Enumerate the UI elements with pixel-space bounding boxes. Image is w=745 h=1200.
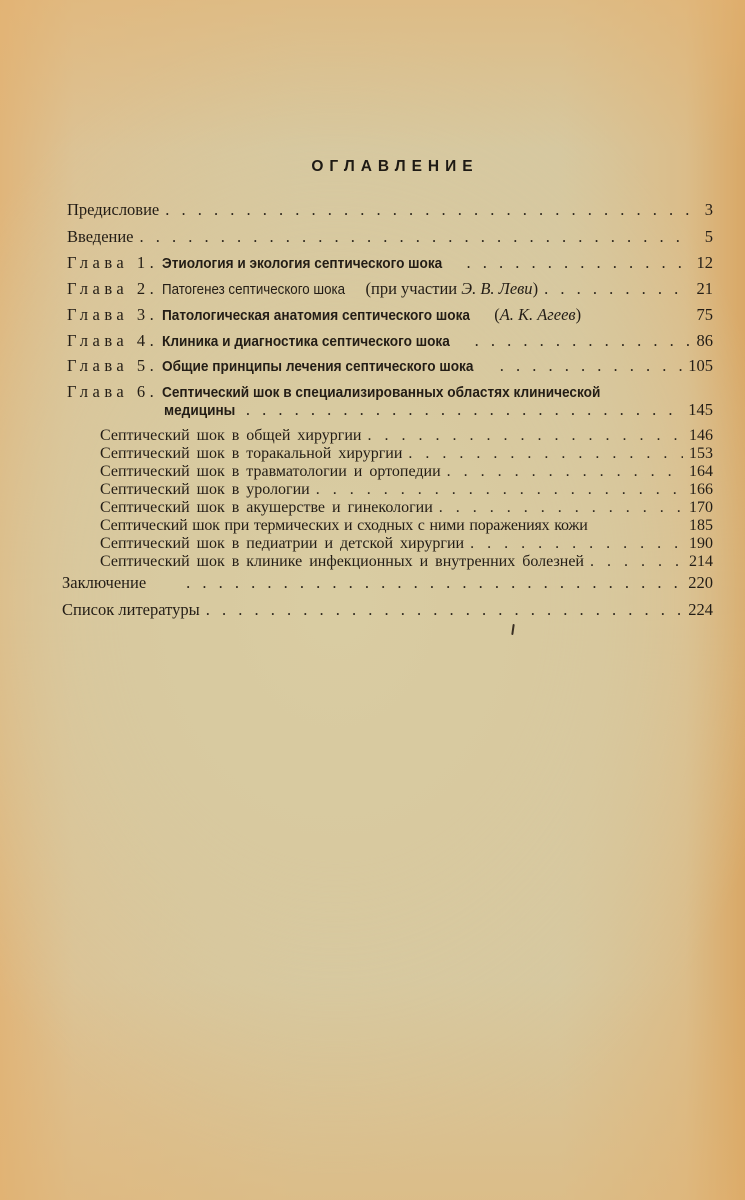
toc-entry-label: Предисловие: [67, 200, 160, 219]
section-label: Септический шок в общей хирургии: [100, 427, 362, 444]
chapter-prefix: Глава 6.: [67, 382, 159, 401]
leader-dots: [590, 553, 683, 571]
section-label: Септический шок при термических и сходных с ними поражениях кожи: [100, 517, 588, 534]
toc-entry-preface[interactable]: [67, 200, 713, 220]
leader-dots: [470, 535, 683, 553]
section-label: Септический шок в травматологии и ортопедии: [100, 463, 441, 480]
toc-section-2[interactable]: [100, 445, 713, 463]
chapter-prefix: Глава 1.: [67, 253, 159, 272]
section-page: 153: [689, 445, 713, 462]
section-label: Септический шок в урологии: [100, 481, 310, 498]
chapter-title: Патологическая анатомия септического шока: [162, 308, 471, 324]
toc-entry-page: 12: [696, 253, 713, 272]
chapter-prefix: Глава 5.: [67, 356, 159, 375]
toc-entry-page: 5: [704, 227, 713, 246]
leader-dots: [447, 463, 683, 481]
toc-entry-page: 86: [696, 331, 713, 350]
toc-section-4[interactable]: [100, 481, 713, 499]
chapter-title: Этиология и экология септического шока: [162, 256, 443, 272]
toc-section-6[interactable]: [100, 517, 713, 535]
section-page: 214: [689, 553, 713, 570]
chapter-prefix: Глава 4.: [67, 331, 159, 350]
section-label: Септический шок в акушерстве и гинекологии: [100, 499, 433, 516]
chapter-author: А. К. Агеев: [499, 305, 576, 324]
chapter-prefix: Глава 2.: [67, 279, 159, 298]
leader-dots: [165, 200, 693, 220]
chapter-title: Общие принципы лечения септического шока: [162, 359, 474, 375]
toc-entry-chapter-5[interactable]: [67, 356, 713, 377]
section-page: 185: [689, 517, 713, 534]
section-page: 190: [689, 535, 713, 552]
toc-entry-page: 21: [696, 279, 713, 298]
leader-dots: [475, 331, 691, 351]
toc-entry-conclusion[interactable]: [62, 573, 713, 593]
toc-entry-page: 75: [696, 305, 713, 324]
leader-dots: [439, 499, 683, 517]
toc-entry-chapter-2[interactable]: [67, 279, 713, 300]
toc-entry-page: 220: [688, 573, 713, 592]
toc-entry-page: 145: [688, 400, 713, 419]
leader-dots: [316, 481, 683, 499]
chapter-title: Клиника и диагностика септического шока: [162, 334, 451, 350]
toc-entry-page: 3: [704, 200, 713, 219]
section-label: Септический шок в торакальной хирургии: [100, 445, 403, 462]
section-label: Септический шок в клинике инфекционных и внутренних болезней: [100, 553, 584, 570]
toc-entry-chapter-6-cont[interactable]: [164, 400, 713, 421]
chapter-author: Э. В. Леви: [461, 279, 533, 298]
leader-dots: [367, 427, 683, 445]
toc-section-3[interactable]: [100, 463, 713, 481]
toc-section-7[interactable]: [100, 535, 713, 553]
toc-entry-label: Список литературы: [62, 600, 200, 619]
chapter-title-continuation: медицины: [164, 403, 236, 419]
leader-dots: [140, 227, 693, 247]
toc-entry-chapter-1[interactable]: [67, 253, 713, 274]
section-page: 164: [689, 463, 713, 480]
ink-mark: [511, 624, 515, 635]
toc-entry-label: Заключение: [62, 573, 147, 592]
toc-entry-page: 105: [688, 356, 713, 375]
leader-dots: [467, 253, 691, 273]
leader-dots: [246, 400, 682, 420]
leader-dots: [186, 573, 682, 593]
toc-entry-introduction[interactable]: [67, 227, 713, 247]
toc-heading: ОГЛАВЛЕНИЕ: [311, 158, 479, 175]
leader-dots: [500, 356, 683, 376]
toc-entry-chapter-4[interactable]: [67, 331, 713, 352]
author-note-close: ): [575, 305, 582, 324]
chapter-title: Патогенез септического шока: [162, 282, 346, 298]
leader-dots: [206, 600, 683, 620]
author-note: (: [494, 305, 500, 324]
section-page: 166: [689, 481, 713, 498]
toc-entry-references[interactable]: [62, 600, 713, 620]
toc-section-5[interactable]: [100, 499, 713, 517]
author-note: (при участии: [365, 279, 458, 298]
toc-section-8[interactable]: [100, 553, 713, 571]
toc-section-1[interactable]: [100, 427, 713, 445]
leader-dots: [544, 279, 690, 299]
leader-dots: [408, 445, 683, 463]
toc-entry-page: 224: [688, 600, 713, 619]
section-page: 170: [689, 499, 713, 516]
author-note-close: ): [532, 279, 539, 298]
toc-entry-chapter-3[interactable]: [67, 305, 713, 326]
chapter-prefix: Глава 3.: [67, 305, 159, 324]
section-page: 146: [689, 427, 713, 444]
section-label: Септический шок в педиатрии и детской хирургии: [100, 535, 465, 552]
toc-entry-label: Введение: [67, 227, 134, 246]
chapter-title: Септический шок в специализированных областях клинической: [162, 385, 601, 401]
